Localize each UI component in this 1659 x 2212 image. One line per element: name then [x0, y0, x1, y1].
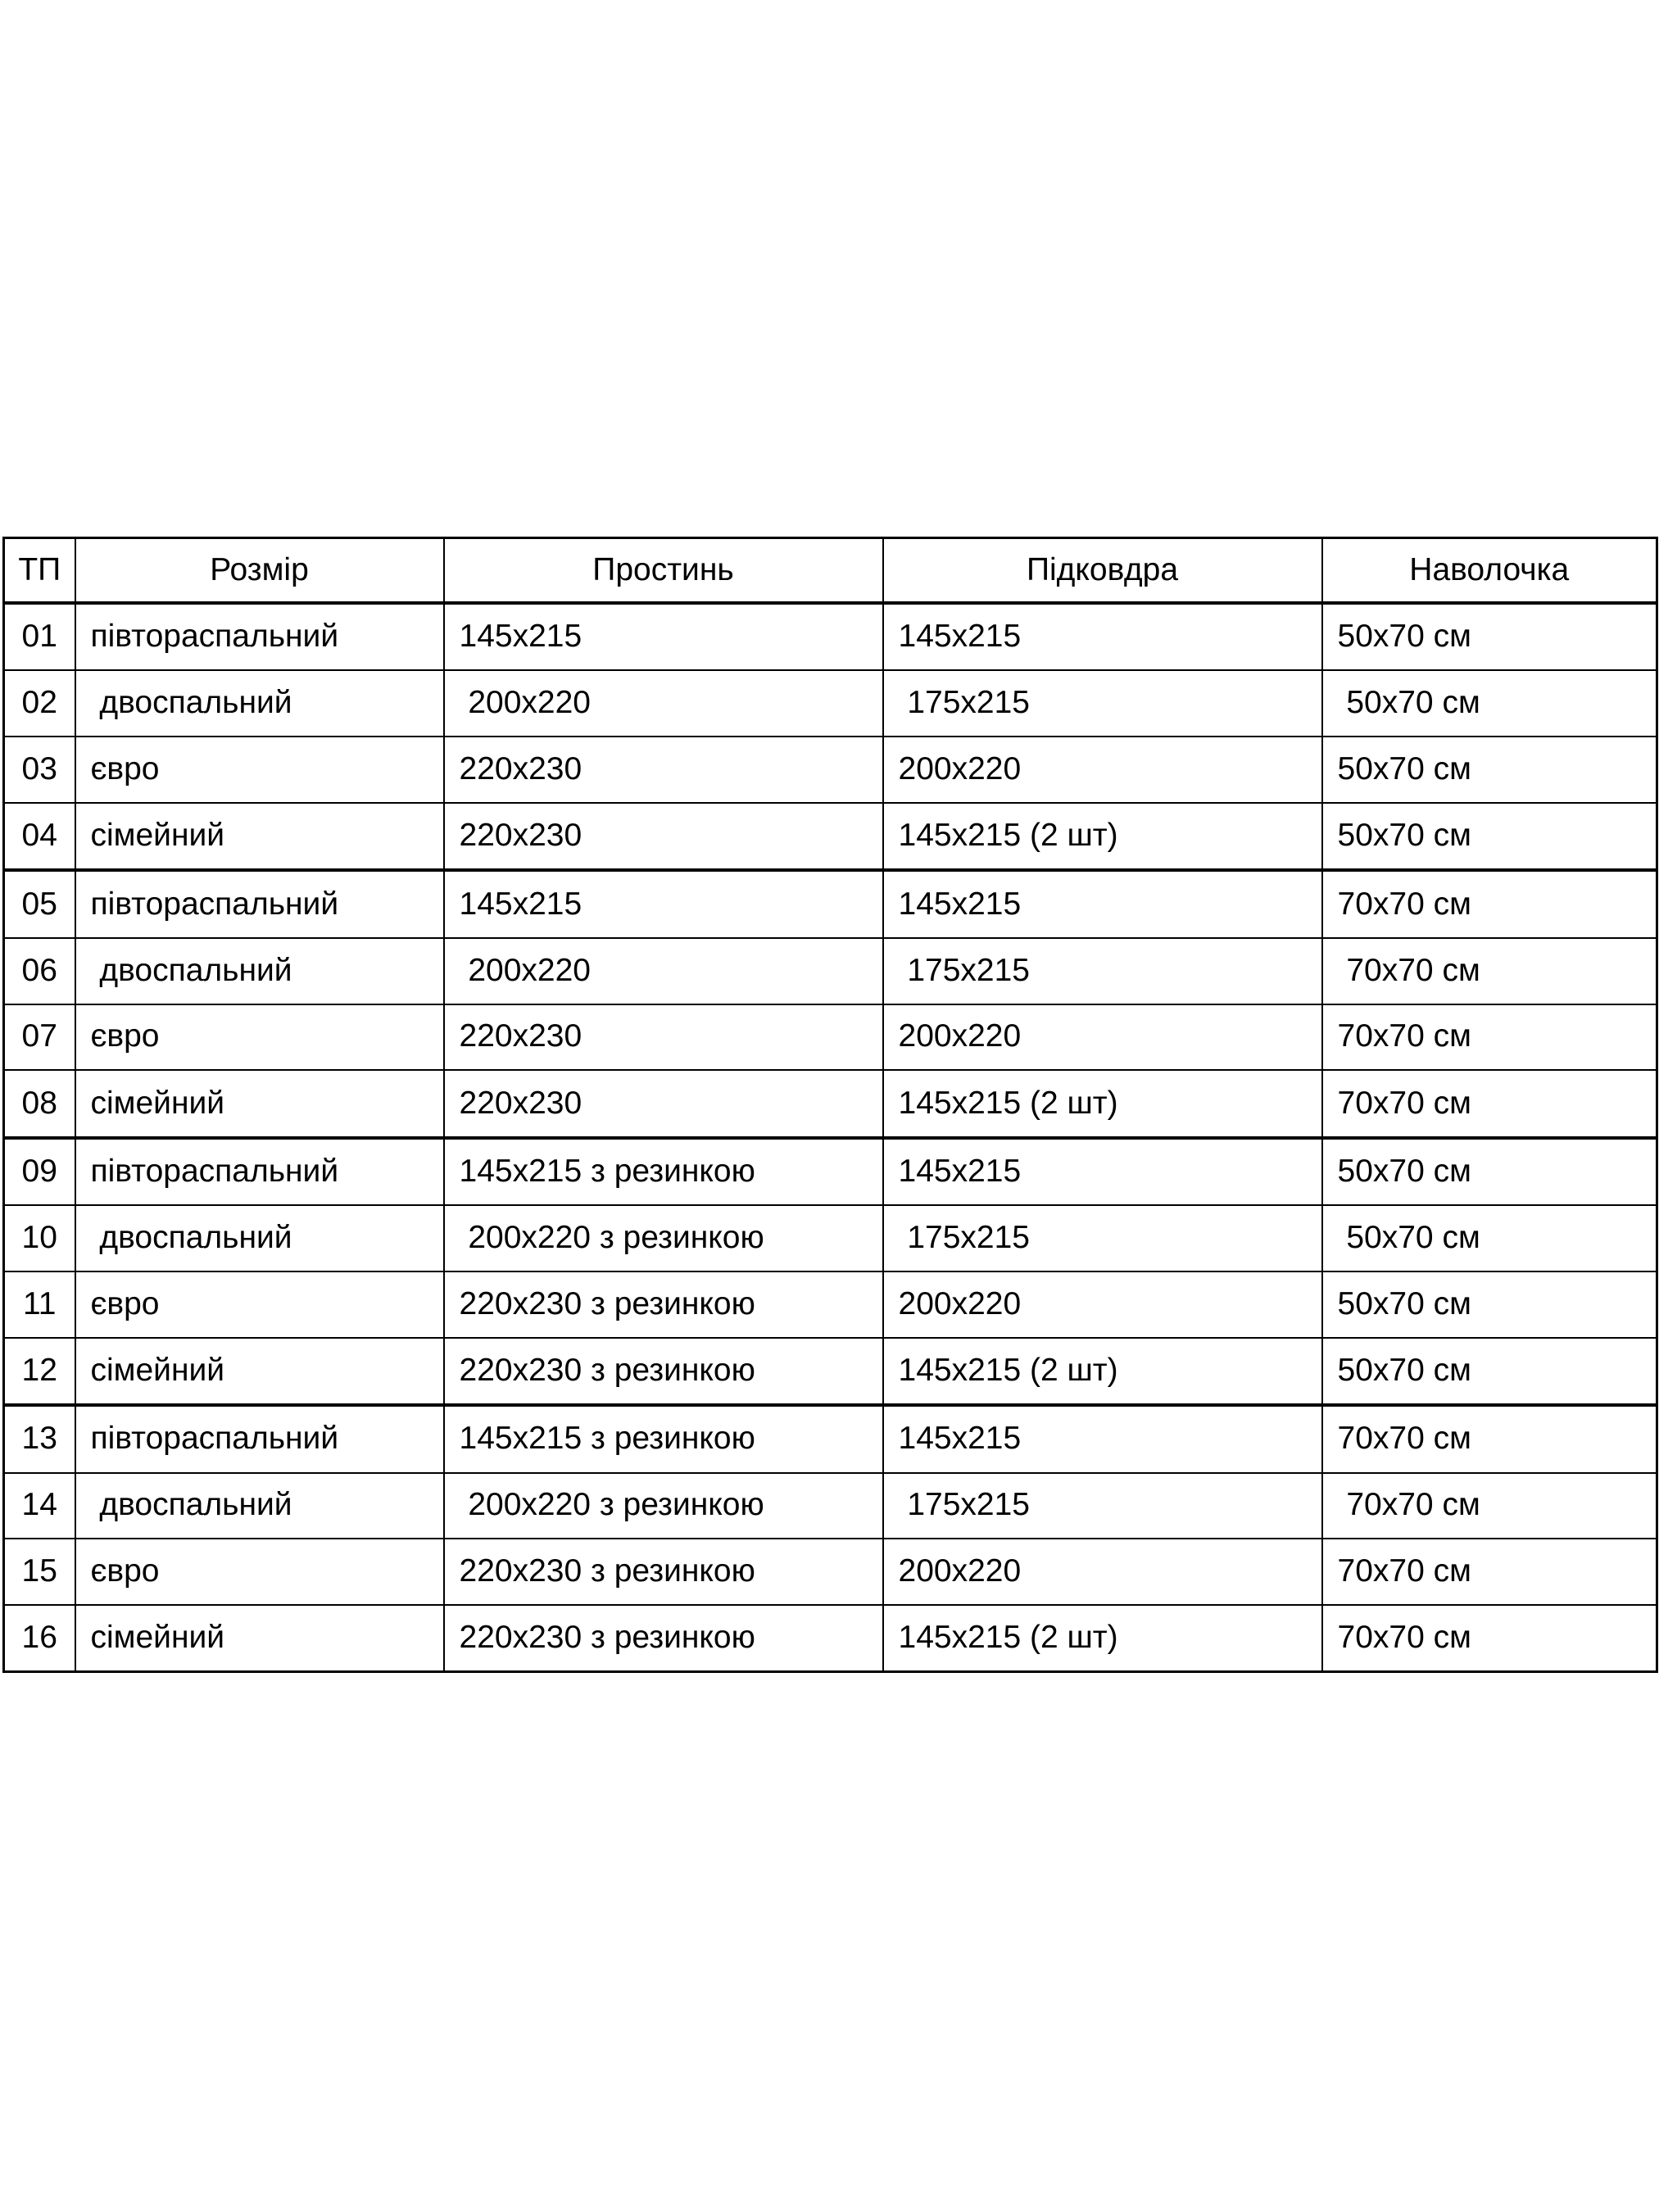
- cell-pillowcase: 70х70 см: [1322, 1405, 1657, 1472]
- table-header: [4, 538, 1657, 604]
- cell-pillowcase: 50х70 см: [1322, 1138, 1657, 1205]
- cell-tp: 06: [4, 938, 75, 1004]
- cell-sheet: 220х230: [444, 803, 883, 870]
- cell-size: євро: [75, 1271, 444, 1338]
- cell-duvet-cover: 145х215: [883, 870, 1322, 937]
- cell-duvet-cover: 175х215: [883, 1205, 1322, 1271]
- cell-sheet: 200х220 з резинкою: [444, 1205, 883, 1271]
- cell-sheet: 220х230 з резинкою: [444, 1605, 883, 1672]
- cell-pillowcase: 70х70 см: [1322, 1605, 1657, 1672]
- bedding-sizes-table: [2, 537, 1658, 1673]
- cell-size: сімейний: [75, 1605, 444, 1672]
- cell-sheet: 145х215: [444, 870, 883, 937]
- cell-size: євро: [75, 1539, 444, 1605]
- cell-pillowcase: 70х70 см: [1322, 938, 1657, 1004]
- cell-tp: 01: [4, 603, 75, 670]
- table-row: [4, 1004, 1657, 1071]
- table-row: [4, 1070, 1657, 1137]
- table-row: [4, 1205, 1657, 1271]
- cell-pillowcase: 70х70 см: [1322, 870, 1657, 937]
- cell-size: двоспальний: [75, 938, 444, 1004]
- cell-duvet-cover: 175х215: [883, 938, 1322, 1004]
- cell-tp: 16: [4, 1605, 75, 1672]
- cell-sheet: 220х230: [444, 737, 883, 803]
- cell-pillowcase: 70х70 см: [1322, 1004, 1657, 1071]
- header-cell-tp: ТП: [4, 538, 75, 604]
- cell-pillowcase: 50х70 см: [1322, 603, 1657, 670]
- cell-duvet-cover: 175х215: [883, 670, 1322, 737]
- table-row: [4, 870, 1657, 937]
- cell-pillowcase: 50х70 см: [1322, 803, 1657, 870]
- cell-size: сімейний: [75, 803, 444, 870]
- cell-tp: 14: [4, 1473, 75, 1539]
- table-row: [4, 603, 1657, 670]
- cell-sheet: 145х215: [444, 603, 883, 670]
- cell-size: двоспальний: [75, 670, 444, 737]
- cell-tp: 02: [4, 670, 75, 737]
- cell-duvet-cover: 200х220: [883, 1271, 1322, 1338]
- cell-pillowcase: 50х70 см: [1322, 670, 1657, 737]
- header-row: [4, 538, 1657, 604]
- cell-tp: 12: [4, 1338, 75, 1405]
- table-row: [4, 670, 1657, 737]
- header-cell-size: Розмір: [75, 538, 444, 604]
- table-row: [4, 1271, 1657, 1338]
- cell-sheet: 200х220 з резинкою: [444, 1473, 883, 1539]
- cell-sheet: 220х230 з резинкою: [444, 1539, 883, 1605]
- cell-duvet-cover: 145х215: [883, 1138, 1322, 1205]
- cell-size: євро: [75, 1004, 444, 1071]
- cell-pillowcase: 70х70 см: [1322, 1473, 1657, 1539]
- table-row: [4, 1473, 1657, 1539]
- cell-tp: 15: [4, 1539, 75, 1605]
- cell-sheet: 220х230 з резинкою: [444, 1338, 883, 1405]
- cell-pillowcase: 70х70 см: [1322, 1539, 1657, 1605]
- table-row: [4, 1338, 1657, 1405]
- table-body: [4, 603, 1657, 1672]
- cell-size: сімейний: [75, 1338, 444, 1405]
- cell-duvet-cover: 145х215 (2 шт): [883, 803, 1322, 870]
- cell-pillowcase: 50х70 см: [1322, 1338, 1657, 1405]
- table-row: [4, 1405, 1657, 1472]
- cell-tp: 08: [4, 1070, 75, 1137]
- cell-tp: 10: [4, 1205, 75, 1271]
- cell-duvet-cover: 145х215 (2 шт): [883, 1338, 1322, 1405]
- table-row: [4, 1138, 1657, 1205]
- cell-tp: 07: [4, 1004, 75, 1071]
- cell-pillowcase: 50х70 см: [1322, 737, 1657, 803]
- cell-sheet: 220х230 з резинкою: [444, 1271, 883, 1338]
- cell-pillowcase: 50х70 см: [1322, 1205, 1657, 1271]
- cell-duvet-cover: 175х215: [883, 1473, 1322, 1539]
- cell-size: двоспальний: [75, 1473, 444, 1539]
- cell-sheet: 145х215 з резинкою: [444, 1405, 883, 1472]
- cell-sheet: 200х220: [444, 938, 883, 1004]
- cell-tp: 13: [4, 1405, 75, 1472]
- cell-size: півтораспальний: [75, 870, 444, 937]
- cell-tp: 09: [4, 1138, 75, 1205]
- cell-duvet-cover: 200х220: [883, 737, 1322, 803]
- cell-size: півтораспальний: [75, 1138, 444, 1205]
- table-row: [4, 803, 1657, 870]
- cell-pillowcase: 70х70 см: [1322, 1070, 1657, 1137]
- cell-sheet: 200х220: [444, 670, 883, 737]
- cell-tp: 03: [4, 737, 75, 803]
- cell-size: півтораспальний: [75, 603, 444, 670]
- cell-tp: 11: [4, 1271, 75, 1338]
- table-row: [4, 1539, 1657, 1605]
- table-row: [4, 1605, 1657, 1672]
- cell-size: сімейний: [75, 1070, 444, 1137]
- cell-duvet-cover: 145х215: [883, 1405, 1322, 1472]
- cell-sheet: 220х230: [444, 1004, 883, 1071]
- cell-duvet-cover: 200х220: [883, 1539, 1322, 1605]
- cell-size: двоспальний: [75, 1205, 444, 1271]
- cell-sheet: 145х215 з резинкою: [444, 1138, 883, 1205]
- cell-duvet-cover: 145х215: [883, 603, 1322, 670]
- header-cell-duvet-cover: Підковдра: [883, 538, 1322, 604]
- header-cell-pillowcase: Наволочка: [1322, 538, 1657, 604]
- cell-duvet-cover: 145х215 (2 шт): [883, 1070, 1322, 1137]
- cell-tp: 04: [4, 803, 75, 870]
- cell-size: півтораспальний: [75, 1405, 444, 1472]
- cell-duvet-cover: 200х220: [883, 1004, 1322, 1071]
- header-cell-sheet: Простинь: [444, 538, 883, 604]
- cell-sheet: 220х230: [444, 1070, 883, 1137]
- table-row: [4, 938, 1657, 1004]
- cell-size: євро: [75, 737, 444, 803]
- table-row: [4, 737, 1657, 803]
- cell-duvet-cover: 145х215 (2 шт): [883, 1605, 1322, 1672]
- cell-pillowcase: 50х70 см: [1322, 1271, 1657, 1338]
- cell-tp: 05: [4, 870, 75, 937]
